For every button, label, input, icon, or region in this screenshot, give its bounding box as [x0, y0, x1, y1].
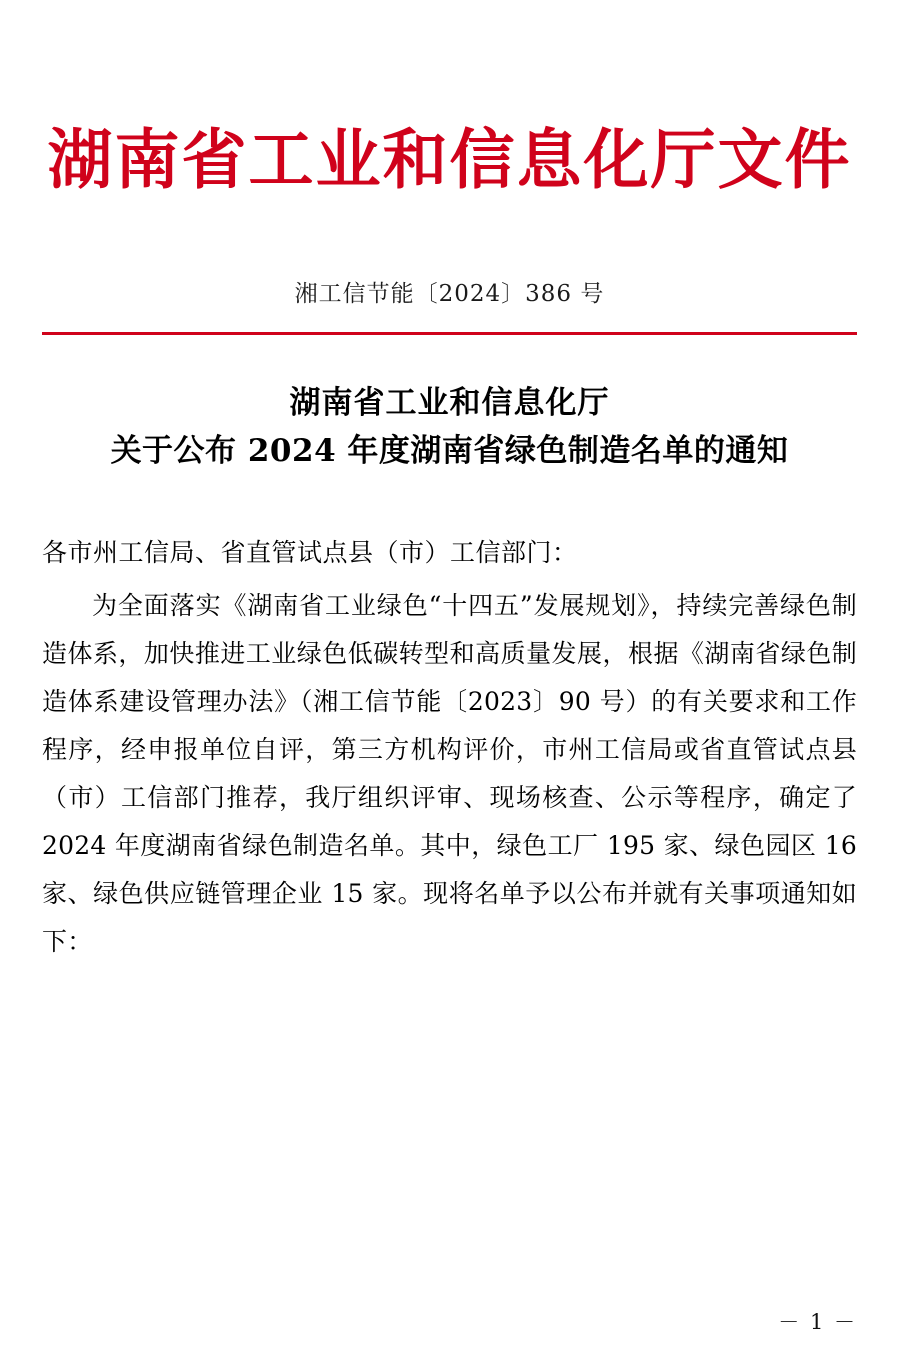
- document-page: [0, 122, 899, 1372]
- document-number: 湘工信节能〔2024〕386 号: [294, 280, 605, 307]
- page-number: － 1 －: [778, 1310, 857, 1334]
- document-title: [42, 379, 857, 475]
- body-paragraph-1: 为全面落实《湖南省工业绿色“十四五”发展规划》，持续完善绿色制造体系，加快推进工业绿色低碳转型和高质量发展，根据《湖南省绿色制造体系建设管理办法》（湘工信节能〔2023〕90 号）的有关要求和工作程序，经申报单位自评，第三方机构评价，市州工信局或省直管试点县（市）工信部门推荐，我厅组织评审、现场核查、公示等程序，确定了 2024 年度湖南省绿色制造名单。其中，绿色工厂 195 家、绿色园区 16 家、绿色供应链管理企业 15 家。现将名单予以公布并就有关事项通知如下：: [42, 591, 857, 957]
- salutation: 各市州工信局、省直管试点县（市）工信部门：: [42, 537, 578, 567]
- title-line-issuer: 湖南省工业和信息化厅: [289, 384, 610, 421]
- document-masthead: 湖南省工业和信息化厅文件: [47, 122, 852, 198]
- red-divider-rule: [42, 332, 857, 335]
- title-line-subject: 关于公布 2024 年度湖南省绿色制造名单的通知: [110, 432, 789, 469]
